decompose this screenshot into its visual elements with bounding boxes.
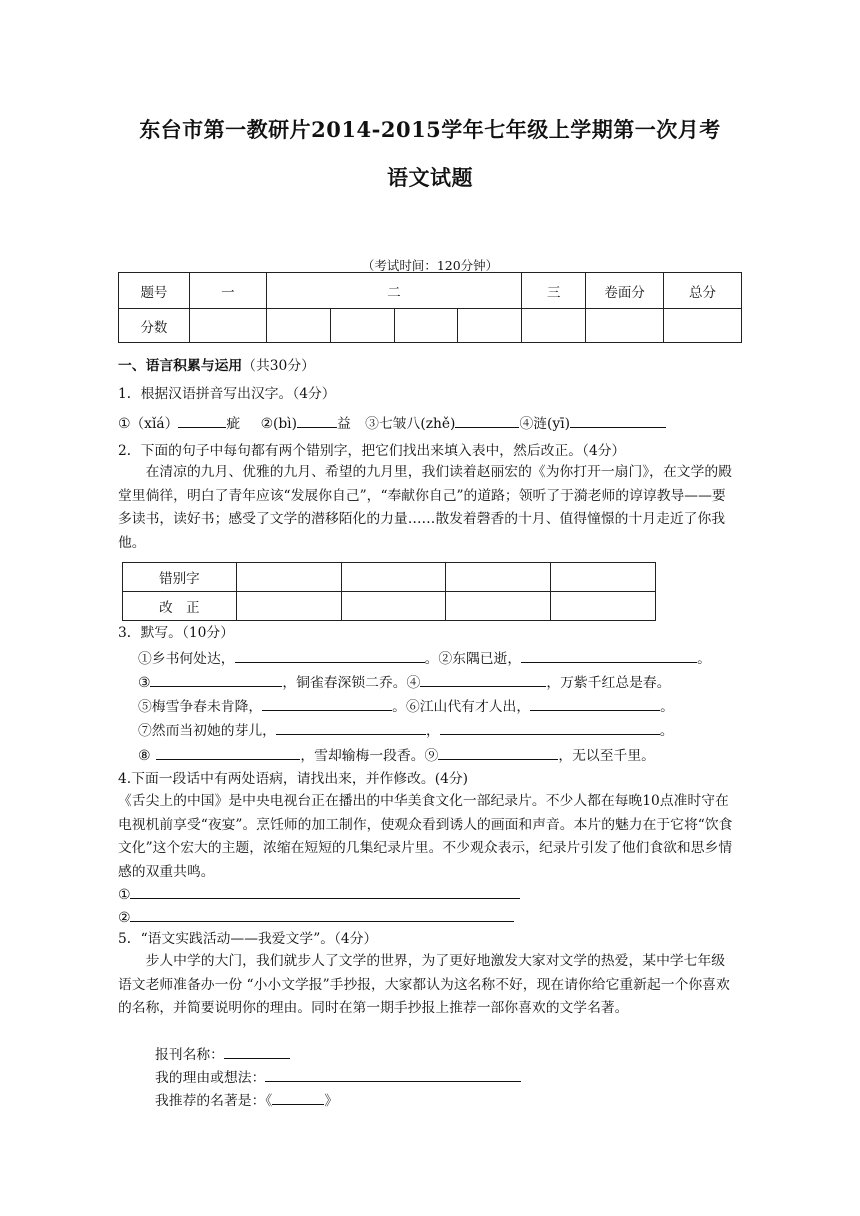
q5-field-name — [155, 1044, 290, 1064]
q1-blank-3[interactable] — [455, 413, 519, 428]
question-5-passage: 步人中学的大门，我们就步人了文学的世界，为了更好地激发大家对文学的热爱，某中学七年级语文老师准备办一份 “小小文学报”手抄报，大家都认为这名称不好，现在请你给它重新起一个你喜欢的名称，并简要说明你的理由。同时在第一期手抄报上推荐一部你喜欢的文学名著。 — [118, 953, 730, 1016]
score-row-label: 分数 — [119, 309, 190, 343]
score-cell[interactable] — [458, 309, 522, 343]
q3-text: ⑧ — [138, 748, 151, 764]
q3-text: ，雪却输梅一段香。⑨ — [300, 748, 439, 764]
q3-line-4 — [138, 720, 674, 740]
q3-text: 。 — [659, 723, 674, 739]
q3-blank[interactable] — [420, 672, 546, 687]
q1-item-3: ③七皱八(zhě) — [365, 416, 456, 432]
question-2-passage: 在清凉的九月、优雅的九月、希望的九月里，我们读着赵丽宏的《为你打开一扇门》，在文学的殿堂里倘徉，明白了青年应该“发展你自己”，“奉献你自己”的道路；领听了于漪老师的谆谆教导——要多读书，读好书；感受了文学的潜移陌化的力量……散发着磬香的十月、值得憧憬的十月走近了你我他。 — [118, 464, 732, 551]
q3-text: 。②东隅已逝， — [424, 651, 522, 667]
q1-item-1-pinyin: ①（xǐá） — [118, 416, 179, 432]
question-4-stem: 4.下面一段话中有两处语病，请找出来，并作修改。(4分) — [118, 771, 469, 787]
question-5-stem: 5．“语文实践活动——我爱文学”。（4分） — [118, 931, 378, 947]
score-header-cell: 三 — [522, 273, 586, 309]
typo-cell[interactable] — [341, 563, 446, 592]
q1-blank-4[interactable] — [570, 413, 666, 428]
q3-line-1 — [138, 648, 711, 668]
section-heading — [118, 357, 315, 375]
q3-line-2 — [138, 672, 671, 692]
exam-time: （考试时间：120分钟） — [361, 258, 499, 273]
q3-text: ，无以至千里。 — [558, 748, 655, 764]
typo-cell[interactable] — [341, 592, 446, 621]
q1-blank-1[interactable] — [178, 413, 226, 428]
q5-field-book — [155, 1090, 338, 1110]
q3-blank[interactable] — [530, 696, 660, 711]
q4-answer-2 — [118, 907, 514, 927]
q1-item-1-char: 疵 — [226, 416, 241, 432]
q3-text: ， — [425, 723, 440, 739]
score-cell[interactable] — [586, 309, 664, 343]
q3-blank[interactable] — [150, 672, 282, 687]
q4-answer-blank[interactable] — [130, 884, 520, 899]
typo-cell[interactable] — [446, 592, 551, 621]
exam-title: 东台市第一教研片2014-2015学年七年级上学期第一次月考 — [139, 117, 721, 142]
question-1-stem: 1．根据汉语拼音写出汉字。（4分） — [118, 386, 336, 402]
score-header-cell: 二 — [266, 273, 522, 309]
q1-item-4: ④涟(yī) — [519, 416, 571, 432]
q3-blank[interactable] — [276, 720, 426, 735]
q3-text: ⑤梅雪争春未肯降， — [138, 699, 263, 715]
score-header-cell: 题号 — [119, 273, 190, 309]
q3-blank[interactable] — [262, 696, 392, 711]
q5-label-close: 》 — [324, 1093, 339, 1109]
score-cell[interactable] — [330, 309, 394, 343]
score-cell[interactable] — [664, 309, 742, 343]
typo-cell[interactable] — [551, 592, 656, 621]
q3-text: 。⑥江山代有才人出， — [392, 699, 531, 715]
q3-text: ①乡书何处达， — [138, 651, 235, 667]
book-input[interactable] — [272, 1090, 324, 1105]
q3-text: ③ — [138, 675, 151, 691]
q3-line-5 — [138, 745, 655, 765]
typo-cell[interactable] — [446, 563, 551, 592]
q3-blank[interactable] — [156, 745, 300, 760]
q1-item-2-pinyin: ②(bì) — [260, 416, 297, 432]
q5-field-reason — [155, 1067, 521, 1087]
q5-label: 我的理由或想法： — [155, 1070, 266, 1086]
score-header-cell: 一 — [189, 273, 266, 309]
q3-text: ，万紫千红总是春。 — [546, 675, 671, 691]
score-cell[interactable] — [522, 309, 586, 343]
typo-cell[interactable] — [236, 563, 341, 592]
exam-subtitle: 语文试题 — [387, 165, 473, 190]
section-title: 一、语言积累与运用 — [118, 358, 243, 374]
typo-cell[interactable] — [236, 592, 341, 621]
q3-text: ，铜雀春深锁二乔。④ — [282, 675, 421, 691]
typo-cell[interactable] — [551, 563, 656, 592]
q3-line-3 — [138, 696, 674, 716]
typo-row-label: 错别字 — [123, 563, 237, 592]
section-points: （共30分） — [242, 358, 315, 374]
q3-blank[interactable] — [235, 648, 425, 663]
q1-blank-2[interactable] — [297, 413, 337, 428]
question-2-stem: 2．下面的句子中每句都有两个错别字，把它们找出来填入表中，然后改正。（4分） — [118, 443, 626, 459]
score-header-cell: 卷面分 — [586, 273, 664, 309]
question-4-passage: 《舌尖上的中国》是中央电视台正在播出的中华美食文化一部纪录片。不少人都在每晚10点准时守在电视机前享受“夜宴”。烹饪师的加工制作，使观众看到诱人的画面和声音。本片的魅力在于它将“饮食文化”这个宏大的主题，浓缩在短短的几集纪录片里。不少观众表示，纪录片引发了他们食欲和思乡情感的双重共鸣。 — [118, 793, 733, 880]
question-3-stem: 3．默写。（10分） — [118, 625, 235, 641]
score-cell[interactable] — [189, 309, 266, 343]
q3-blank[interactable] — [521, 648, 697, 663]
q3-text: ⑦然而当初她的芽儿， — [138, 723, 276, 739]
score-table — [118, 272, 742, 343]
typo-row-label: 改 正 — [123, 592, 237, 621]
q3-text: 。 — [660, 699, 674, 715]
q1-item-2-char: 益 — [336, 416, 351, 432]
reason-input[interactable] — [265, 1067, 521, 1082]
newspaper-name-input[interactable] — [224, 1044, 290, 1059]
question-1-items — [118, 413, 666, 433]
q3-blank[interactable] — [440, 720, 660, 735]
q4-answer-1 — [118, 884, 520, 904]
q5-label: 报刊名称： — [155, 1047, 224, 1063]
typo-table — [122, 562, 656, 621]
q3-blank[interactable] — [438, 745, 558, 760]
score-cell[interactable] — [266, 309, 330, 343]
q4-mark: ② — [118, 910, 131, 926]
q5-label: 我推荐的名著是：《 — [155, 1093, 273, 1109]
score-cell[interactable] — [394, 309, 458, 343]
q4-mark: ① — [118, 887, 131, 903]
q4-answer-blank[interactable] — [130, 907, 514, 922]
score-header-cell: 总分 — [664, 273, 742, 309]
q3-text: 。 — [697, 651, 711, 667]
